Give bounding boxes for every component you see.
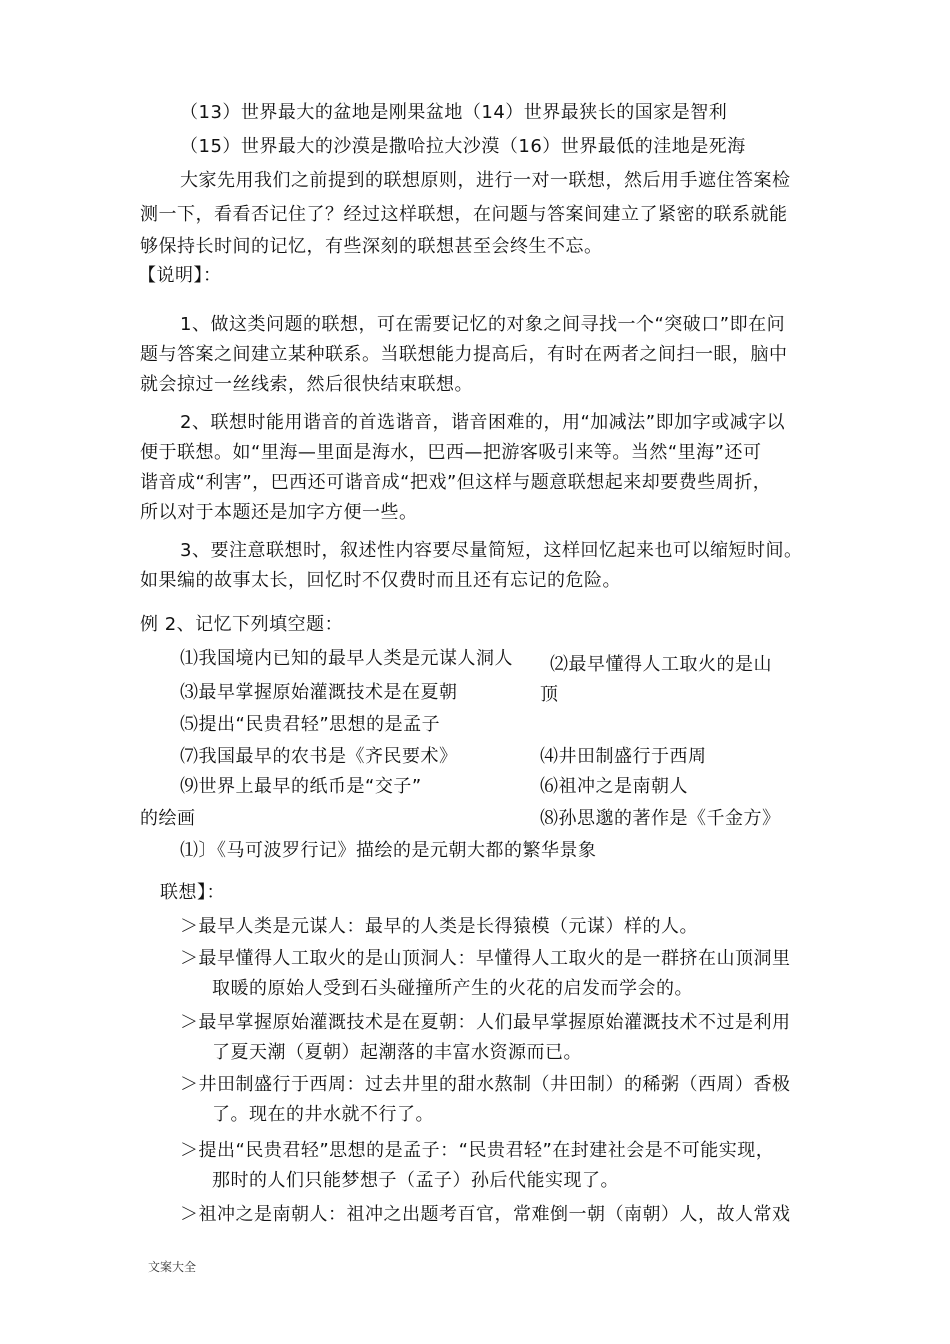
quiz-item: ⑵最早懂得人工取火的是山 [550, 654, 772, 675]
text-line: 便于联想。如“里海—里面是海水，巴西—把游客吸引来等。当然“里海”还可 [140, 442, 762, 463]
association-item: ＞最早懂得人工取火的是山顶洞人：早懂得人工取火的是一群挤在山顶洞里 [180, 948, 791, 969]
quiz-item: 的绘画 [140, 808, 196, 829]
text-line: （13）世界最大的盆地是刚果盆地（14）世界最狭长的国家是智利 [180, 102, 728, 123]
quiz-item: ⑺我国最早的农书是《齐民要术》 [180, 746, 458, 767]
quiz-item: ⑸提出“民贵君轻”思想的是孟子 [180, 714, 441, 735]
association-item: ＞祖冲之是南朝人：祖冲之出题考百官，常难倒一朝（南朝）人，故人常戏 [180, 1204, 791, 1225]
association-item-continuation: 那时的人们只能梦想子（孟子）孙后代能实现了。 [212, 1170, 619, 1191]
quiz-item: ⑴我国境内已知的最早人类是元谋人洞人 [180, 648, 513, 669]
quiz-item: ⑷井田制盛行于西周 [540, 746, 707, 767]
text-line: （15）世界最大的沙漠是撒哈拉大沙漠（16）世界最低的洼地是死海 [180, 136, 746, 157]
text-line: 3、要注意联想时，叙述性内容要尽量简短，这样回忆起来也可以缩短时间。 [180, 540, 803, 561]
text-line: 就会掠过一丝线索，然后很快结束联想。 [140, 374, 473, 395]
quiz-item: 顶 [540, 684, 559, 705]
association-heading: 联想】： [160, 882, 225, 903]
association-item-continuation: 取暖的原始人受到石头碰撞所产生的火花的启发而学会的。 [212, 978, 693, 999]
association-item: ＞提出“民贵君轻”思想的是孟子：“民贵君轻”在封建社会是不可能实现， [180, 1140, 775, 1161]
footer-label: 文案大全 [148, 1260, 197, 1274]
quiz-item: ⑻孙思邈的著作是《千金方》 [540, 808, 781, 829]
quiz-item: ⑹祖冲之是南朝人 [540, 776, 688, 797]
quiz-item: ⑼世界上最早的纸币是“交子” [180, 776, 422, 797]
association-item: ＞最早人类是元谋人：最早的人类是长得猿模（元谋）样的人。 [180, 916, 698, 937]
text-line: 所以对于本题还是加字方便一些。 [140, 502, 418, 523]
text-line: 够保持长时间的记忆，有些深刻的联想甚至会终生不忘。 [140, 236, 603, 257]
example-heading: 例 2、记忆下列填空题： [140, 614, 344, 635]
text-line: 1、做这类问题的联想，可在需要记忆的对象之间寻找一个“突破口”即在问 [180, 314, 786, 335]
text-line: 2、联想时能用谐音的首选谐音，谐音困难的，用“加减法”即加字或减字以 [180, 412, 786, 433]
section-heading: 【说明】： [138, 265, 222, 286]
association-item-continuation: 了夏天潮（夏朝）起潮落的丰富水资源而已。 [212, 1042, 582, 1063]
text-line: 大家先用我们之前提到的联想原则，进行一对一联想，然后用手遮住答案检 [180, 170, 791, 191]
association-item: ＞井田制盛行于西周：过去井里的甜水熬制（井田制）的稀粥（西周）香极 [180, 1074, 791, 1095]
quiz-item: ⑴〕《马可波罗行记》描绘的是元朝大都的繁华景象 [180, 840, 597, 861]
text-line: 如果编的故事太长，回忆时不仅费时而且还有忘记的危险。 [140, 570, 621, 591]
association-item: ＞最早掌握原始灌溉技术是在夏朝：人们最早掌握原始灌溉技术不过是利用 [180, 1012, 791, 1033]
text-line: 谐音成“利害”，巴西还可谐音成“把戏”但这样与题意联想起来却要费些周折， [140, 472, 772, 493]
quiz-item: ⑶最早掌握原始灌溉技术是在夏朝 [180, 682, 458, 703]
text-line: 题与答案之间建立某种联系。当联想能力提高后，有时在两者之间扫一眼，脑中 [140, 344, 788, 365]
text-line: 测一下，看看否记住了？经过这样联想，在问题与答案间建立了紧密的联系就能 [140, 204, 788, 225]
association-item-continuation: 了。现在的井水就不行了。 [212, 1104, 434, 1125]
